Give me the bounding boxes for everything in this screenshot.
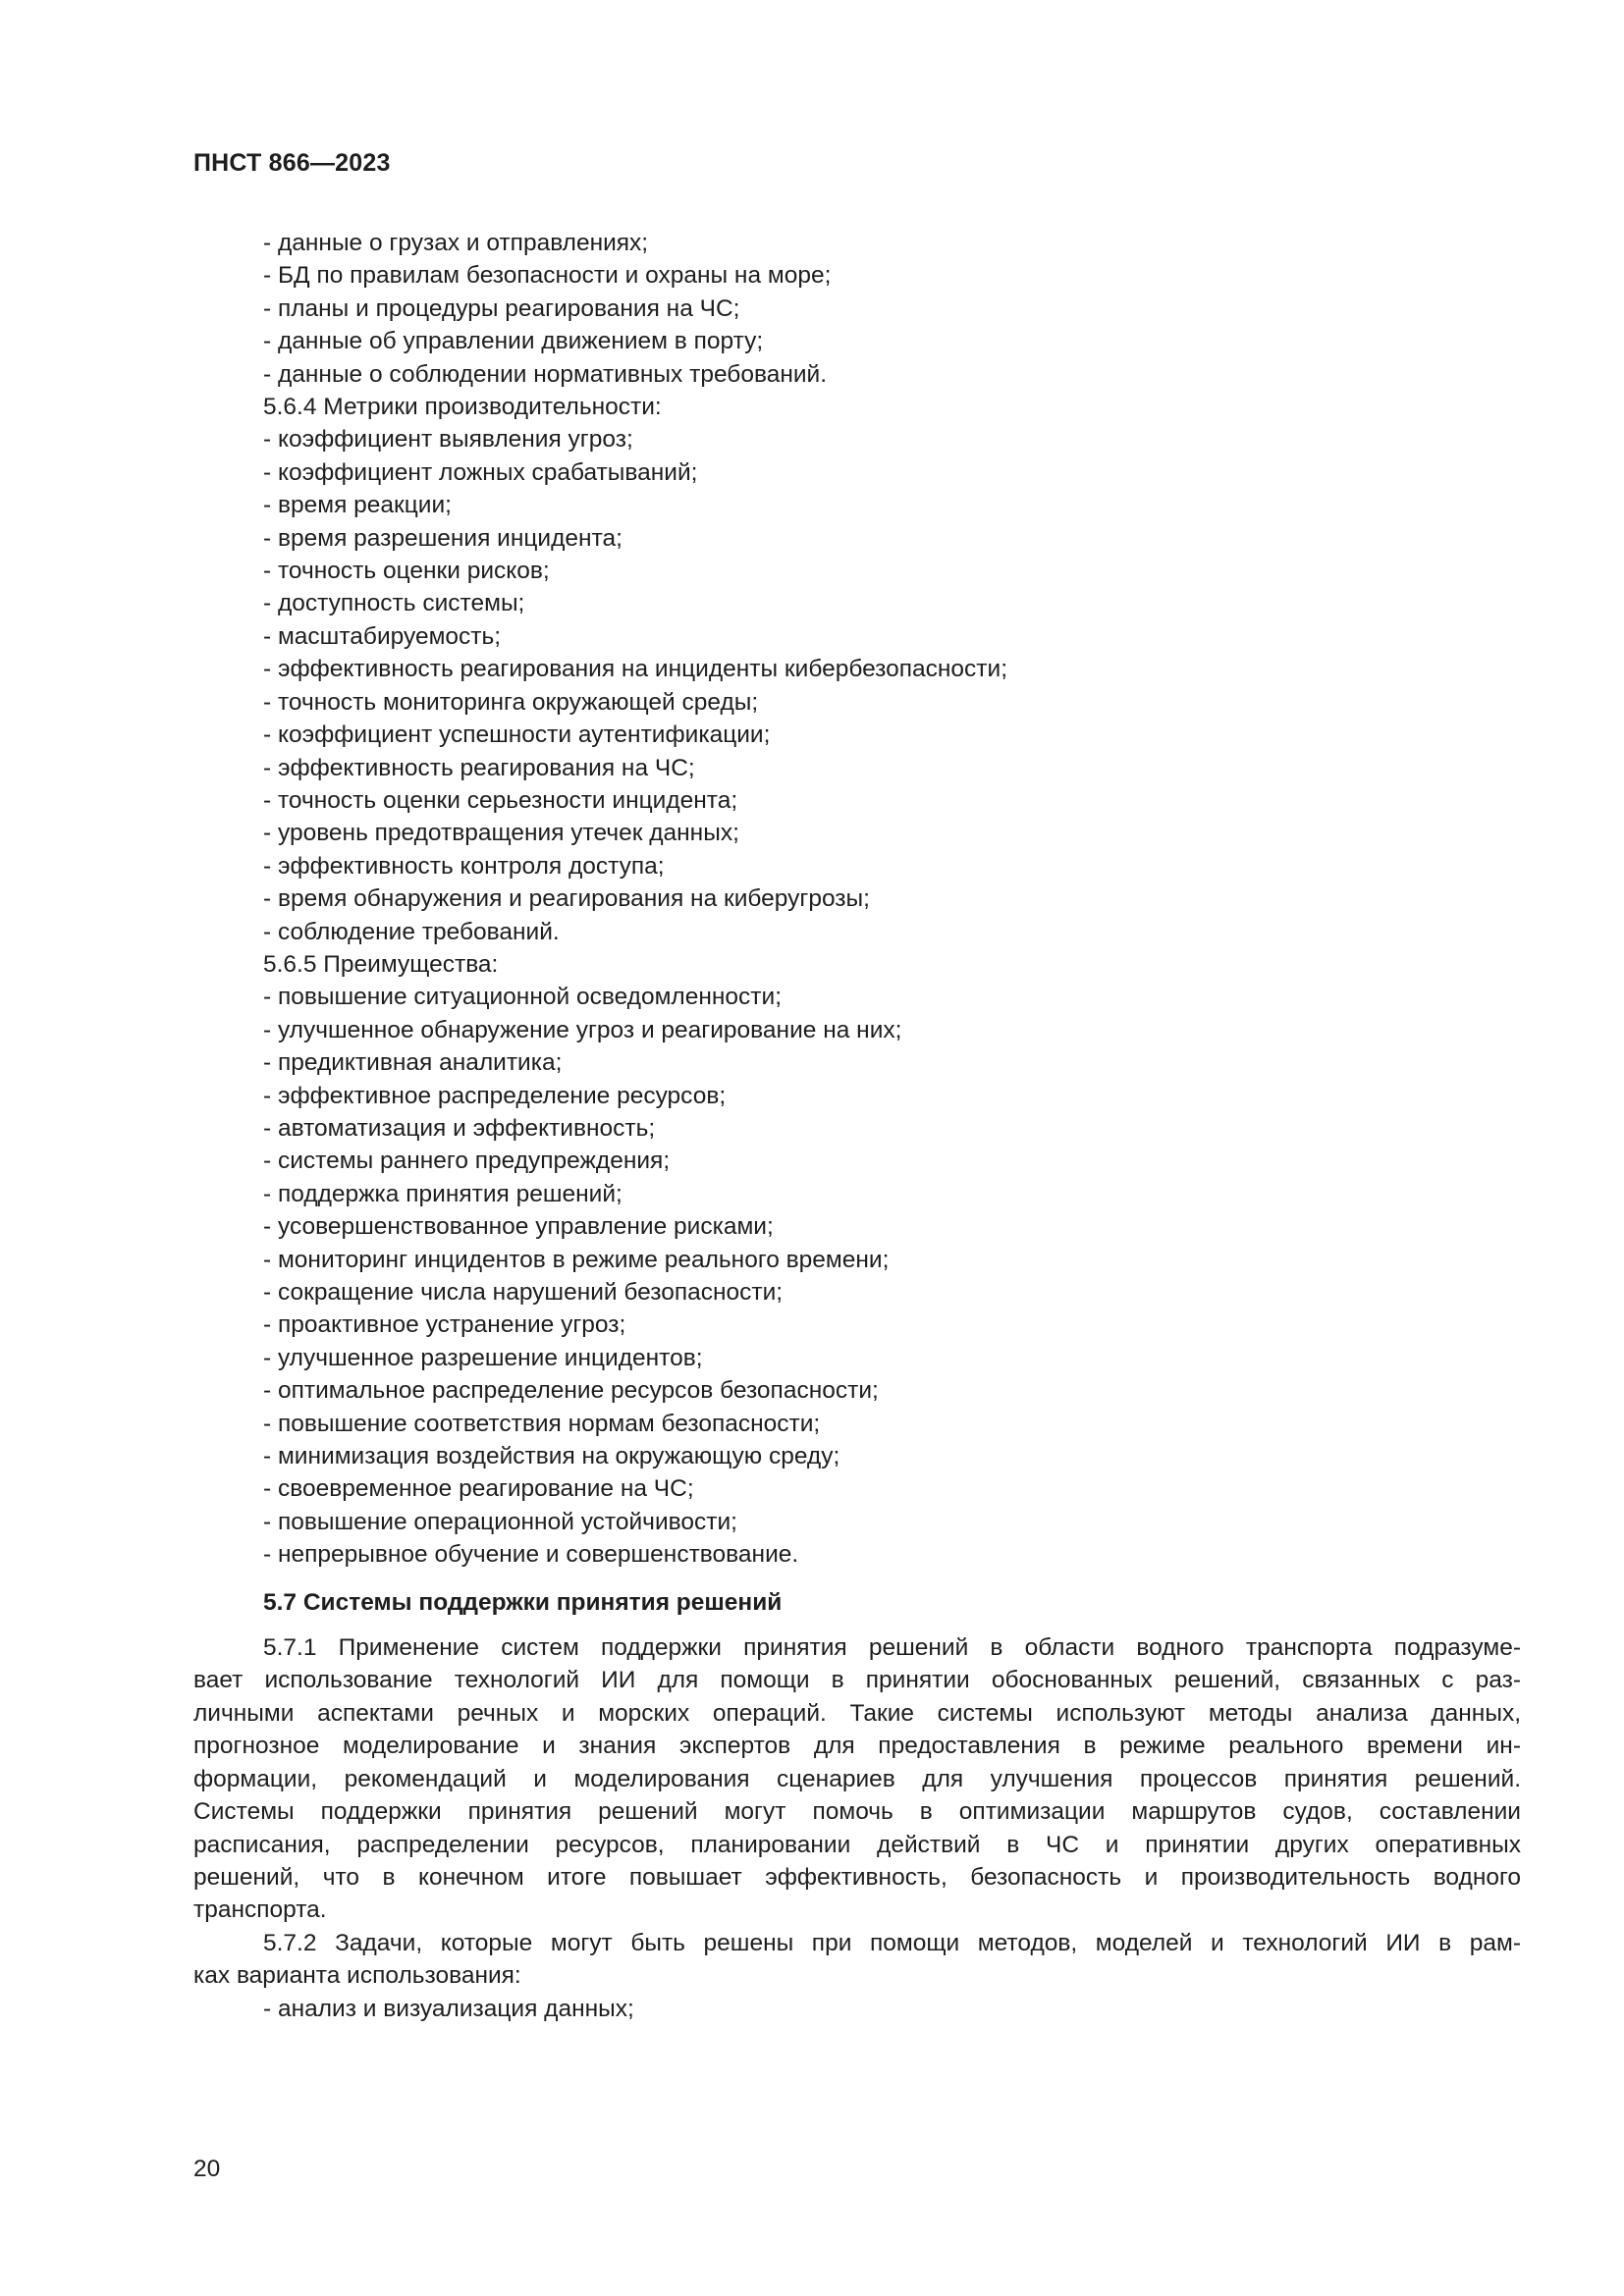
paragraph-line: ках варианта использования:: [193, 1962, 521, 1990]
list-item: - эффективное распределение ресурсов;: [263, 1082, 727, 1109]
list-item: - точность оценки серьезности инцидента;: [263, 786, 738, 814]
list-item: - коэффициент выявления угроз;: [263, 426, 633, 454]
list-item: - минимизация воздействия на окружающую среду;: [263, 1443, 840, 1470]
list-item: - сокращение числа нарушений безопасности;: [263, 1279, 784, 1306]
paragraph-5-7-2: [193, 1927, 1521, 1993]
list-item: - своевременное реагирование на ЧС;: [263, 1475, 694, 1503]
subsection-heading: 5.6.4 Метрики производительности:: [263, 394, 662, 421]
list-item: - усовершенствованное управление рисками;: [263, 1213, 774, 1241]
paragraph-line: прогнозное моделирование и знания экспертов для предоставления в режиме реального времени ин-: [193, 1733, 1521, 1760]
document-body: [193, 227, 1521, 2025]
list-item: - повышение операционной устойчивости;: [263, 1508, 737, 1535]
list-item: - эффективность реагирования на инциденты кибербезопасности;: [263, 656, 1008, 683]
paragraph-line: 5.7.1 Применение систем поддержки принятия решений в области водного транспорта подразуме-: [263, 1634, 1521, 1662]
section-heading: 5.7 Системы поддержки принятия решений: [263, 1588, 783, 1616]
section-5-6-5: [193, 948, 1521, 1572]
section-5-6-4: [193, 391, 1521, 948]
list-item: - масштабируемость;: [263, 622, 502, 650]
list-item: - оптимальное распределение ресурсов безопасности;: [263, 1377, 879, 1405]
list-item: - анализ и визуализация данных;: [263, 1995, 634, 2022]
list-item: - точность оценки рисков;: [263, 558, 550, 585]
list-item: - БД по правилам безопасности и охраны на море;: [263, 262, 832, 290]
paragraph-line: Системы поддержки принятия решений могут помочь в оптимизации маршрутов судов, составлении: [193, 1798, 1521, 1826]
list-item: - данные о грузах и отправлениях;: [263, 230, 649, 256]
paragraph-5-7-1: [193, 1631, 1521, 1927]
list-item: - предиктивная аналитика;: [263, 1049, 563, 1077]
paragraph-line: расписания, распределении ресурсов, планировании действий в ЧС и принятии других оперативных: [193, 1831, 1521, 1858]
list-item: - точность мониторинга окружающей среды;: [263, 688, 759, 716]
list-item: - повышение соответствия нормам безопасности;: [263, 1410, 821, 1437]
list-item: - уровень предотвращения утечек данных;: [263, 820, 739, 847]
list-item: - коэффициент ложных срабатываний;: [263, 458, 698, 486]
list-item: - эффективность контроля доступа;: [263, 852, 665, 880]
paragraph-line: решений, что в конечном итоге повышает эффективность, безопасность и производительность водного: [193, 1863, 1521, 1891]
list-data-sources: [193, 227, 1521, 391]
list-item: - автоматизация и эффективность;: [263, 1114, 656, 1142]
list-item: - данные о соблюдении нормативных требований.: [263, 360, 828, 388]
list-item: - системы раннего предупреждения;: [263, 1148, 671, 1175]
list-item: - поддержка принятия решений;: [263, 1180, 623, 1207]
list-item: - улучшенное обнаружение угроз и реагирование на них;: [263, 1016, 902, 1043]
paragraph-line: формации, рекомендаций и моделирования сценариев для улучшения процессов принятия решений.: [193, 1765, 1521, 1792]
list-item: - время обнаружения и реагирования на киберугрозы;: [263, 885, 870, 913]
list-item: - коэффициент успешности аутентификации;: [263, 721, 771, 749]
paragraph-line: вает использование технологий ИИ для помощи в принятии обоснованных решений, связанных с раз-: [193, 1667, 1521, 1694]
list-item: - непрерывное обучение и совершенствование.: [263, 1541, 799, 1569]
list-item: - повышение ситуационной осведомленности;: [263, 984, 783, 1011]
subsection-heading: 5.6.5 Преимущества:: [263, 950, 499, 978]
page-number: 20: [193, 2156, 221, 2182]
list-item: - проактивное устранение угроз;: [263, 1311, 626, 1339]
list-item: - доступность системы;: [263, 590, 525, 617]
section-5-7: [193, 1586, 1521, 2025]
list-item: - улучшенное разрешение инцидентов;: [263, 1344, 703, 1371]
list-item: - время разрешения инцидента;: [263, 524, 623, 552]
list-item: - данные об управлении движением в порту;: [263, 328, 764, 355]
list-item: - соблюдение требований.: [263, 918, 560, 945]
paragraph-line: 5.7.2 Задачи, которые могут быть решены при помощи методов, моделей и технологий ИИ в рам-: [263, 1929, 1521, 1956]
paragraph-line: личными аспектами речных и морских операций. Такие системы используют методы анализа данных,: [193, 1699, 1521, 1727]
list-item: - эффективность реагирования на ЧС;: [263, 754, 695, 781]
list-item: - время реакции;: [263, 492, 452, 519]
list-item: - мониторинг инцидентов в режиме реального времени;: [263, 1246, 890, 1273]
standard-designation: ПНСТ 866—2023: [193, 149, 391, 177]
list-item: - планы и процедуры реагирования на ЧС;: [263, 294, 740, 322]
paragraph-line: транспорта.: [193, 1896, 327, 1924]
